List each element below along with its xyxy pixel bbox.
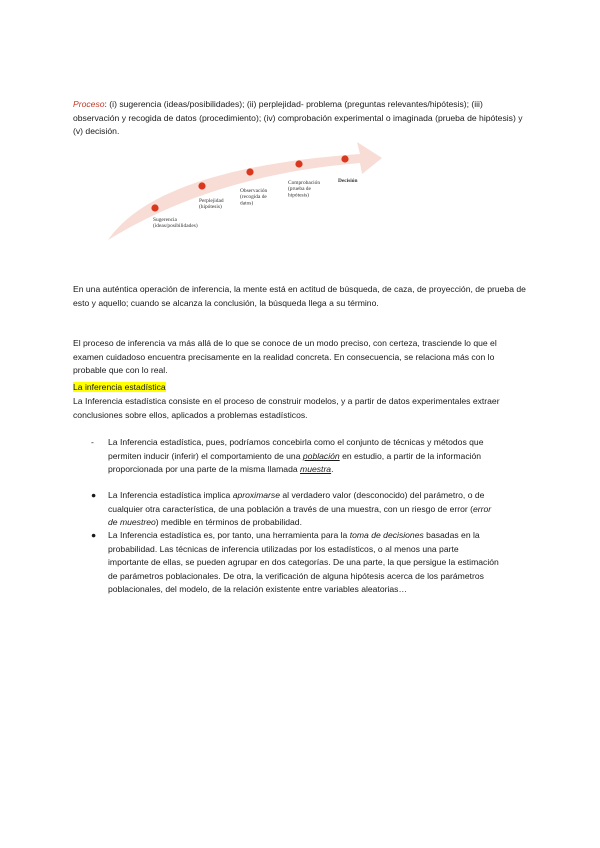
proceso-text: : (i) sugerencia (ideas/posibilidades); (ii) perplejidad- problema (preguntas relevantes/hipótesis); (iii) observación y recogida de datos (procedimiento); (iv) comprobación experimental o imaginada (prueba de hipótesis) y (v) decisión.	[73, 99, 523, 137]
paragraph-busqueda: En una auténtica operación de inferencia, la mente está en actitud de búsqueda, de caza, de proyección, de prueba de esto y aquello; cuando se alcanza la conclusión, la búsqueda llega a su término.	[73, 284, 526, 308]
list-bullet: ●	[91, 530, 97, 540]
proceso-label: Proceso	[73, 99, 105, 109]
term-poblacion: población	[302, 450, 340, 461]
stage-dot	[198, 182, 205, 189]
stage-dot	[341, 155, 348, 162]
term-error-muestreo: error de muestreo	[108, 503, 492, 528]
list-bullet: ●	[91, 490, 97, 500]
list-dash: -	[91, 437, 94, 447]
stage-label: Perplejidad (hipótesis)	[199, 198, 224, 211]
stage-label: Observación (recogida de datos)	[240, 188, 268, 207]
paragraph-mas-alla: El proceso de inferencia va más allá de lo que se conoce de un modo preciso, con certeza, trasciende lo que el examen cuidadoso encuentra precisamente en la realidad concreta. En consecuencia, se relaciona más con lo probable que con lo real.	[73, 338, 497, 376]
term-toma-decisiones: toma de decisiones	[349, 530, 424, 540]
stage-dot	[151, 204, 158, 211]
term-aproximarse: aproximarse	[232, 490, 280, 500]
proceso-paragraph	[73, 98, 528, 139]
list-item-2: La Inferencia estadística implica aproximarse al verdadero valor (desconocido) del parámetro, o de cualquier otra característica, de una población a través de una muestra, con un riesgo de error (error de muestreo) medible en términos de probabilidad.	[108, 490, 492, 528]
stage-dot	[246, 168, 253, 175]
paragraph-definicion: La Inferencia estadística consiste en el proceso de construir modelos, y a partir de datos experimentales extraer conclusiones sobre ellos, aplicados a problemas estadísticos.	[73, 396, 500, 420]
stage-label: Sugerencia (ideas/posibilidades)	[153, 217, 198, 230]
section-heading	[73, 381, 528, 395]
process-diagram	[100, 136, 390, 244]
term-muestra: muestra	[300, 464, 332, 475]
list-item-3: La Inferencia estadística es, por tanto, una herramienta para la toma de decisiones basadas en la probabilidad. Las técnicas de inferencia utilizadas por los estadísticos, o al menos una parte importante de ellas, se pueden agrupar en dos categorías. De una parte, la que persigue la estimación de parámetros poblacionales. De otra, la verificación de alguna hipótesis acerca de los parámetros poblacionales, del modelo, de la relación existente entre variables aleatorias…	[108, 530, 499, 595]
stage-label: Decisión	[338, 178, 358, 184]
stage-dot	[295, 160, 302, 167]
stage-label: Comprobación (prueba de hipótesis)	[288, 180, 321, 199]
list-item-1: La Inferencia estadística, pues, podríamos concebirla como el conjunto de técnicas y métodos que permiten inducir (inferir) el comportamiento de una población en estudio, a partir de la información proporcionada por una parte de la misma llamada muestra.	[108, 437, 484, 475]
heading-highlight: La inferencia estadística	[73, 382, 166, 392]
